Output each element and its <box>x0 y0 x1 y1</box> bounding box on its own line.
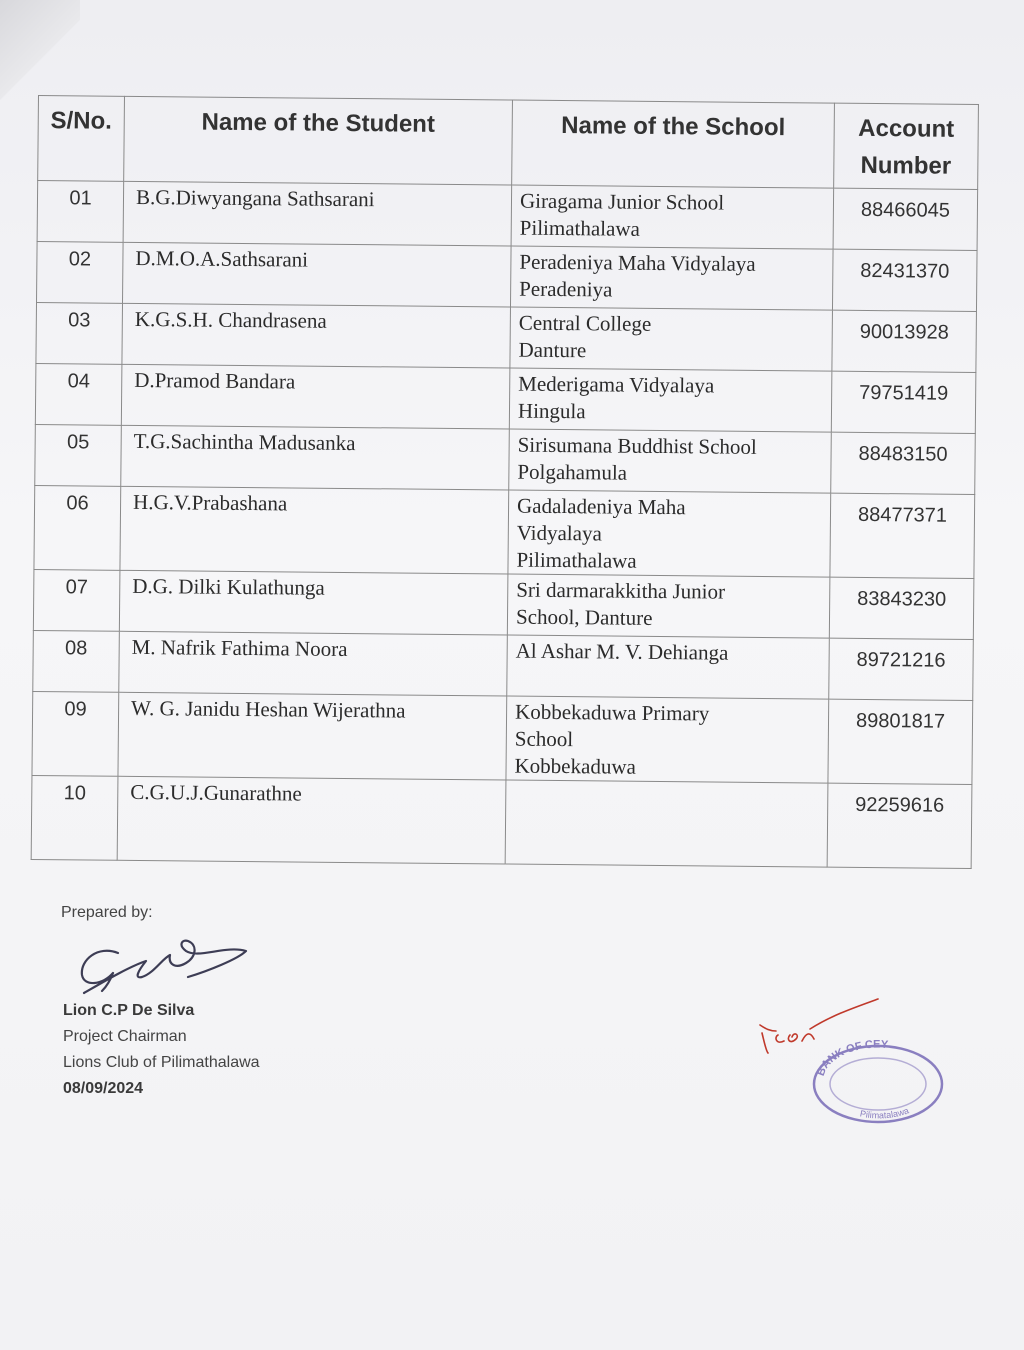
signer-role: Project Chairman <box>63 1028 187 1045</box>
signer-organization: Lions Club of Pilimathalawa <box>63 1054 260 1071</box>
cell-sno: 06 <box>34 485 121 570</box>
prepared-by-label: Prepared by: <box>61 904 153 921</box>
school-line: School <box>514 726 574 752</box>
school-line: Hingula <box>517 398 586 424</box>
cell-sno: 07 <box>33 569 120 631</box>
school-line: Peradeniya <box>519 276 613 302</box>
cell-account-number: 89801817 <box>828 699 973 784</box>
cell-student-name: B.G.Diwyangana Sathsarani <box>123 181 512 246</box>
cell-school-name <box>509 429 832 493</box>
cell-account-number: 83843230 <box>829 577 974 639</box>
school-line: Sirisumana Buddhist School <box>517 432 757 459</box>
cell-school-name <box>505 780 828 867</box>
table-body <box>31 181 977 869</box>
table-row <box>34 485 975 578</box>
school-line: Vidyalaya <box>516 520 602 546</box>
school-line: Peradeniya Maha Vidyalaya <box>519 249 756 276</box>
cell-student-name: C.G.U.J.Gunarathne <box>117 776 506 864</box>
school-line: School, Danture <box>515 604 653 630</box>
table-row <box>37 181 978 251</box>
cell-sno: 03 <box>36 302 123 364</box>
table-row <box>35 363 976 433</box>
cell-school-name <box>510 246 833 310</box>
cell-sno: 05 <box>35 424 122 486</box>
signer-name: Lion C.P De Silva <box>63 1002 195 1019</box>
cell-student-name: M. Nafrik Fathima Noora <box>119 631 508 696</box>
school-line: Al Ashar M. V. Dehianga <box>515 638 729 665</box>
cell-school-name <box>507 574 830 638</box>
signed-date: 08/09/2024 <box>63 1080 144 1097</box>
school-line: Sri darmarakkitha Junior <box>516 577 726 604</box>
cell-student-name: D.Pramod Bandara <box>121 364 510 429</box>
table-row <box>33 569 974 639</box>
signer-block <box>63 998 260 1102</box>
cell-student-name: T.G.Sachintha Madusanka <box>121 425 510 490</box>
cell-account-number: 92259616 <box>827 783 972 868</box>
school-line: Polgahamula <box>517 459 628 485</box>
table-header-row <box>38 96 979 190</box>
school-line: Central College <box>518 310 652 336</box>
school-line: Kobbekaduwa <box>514 753 636 779</box>
stamp-text-bottom: Pilimatalawa <box>859 1105 911 1121</box>
header-sno: S/No. <box>38 96 125 182</box>
cell-school-name <box>508 490 831 577</box>
cell-account-number: 82431370 <box>832 249 977 311</box>
bank-stamp <box>808 1040 948 1130</box>
cell-account-number: 88477371 <box>830 493 975 578</box>
cell-account-number: 90013928 <box>832 310 977 372</box>
cell-account-number: 88483150 <box>831 432 976 494</box>
cell-school-name <box>507 635 830 699</box>
school-line: Kobbekaduwa Primary <box>514 699 710 726</box>
cell-school-name <box>510 307 833 371</box>
table-row <box>31 775 972 868</box>
cell-student-name: K.G.S.H. Chandrasena <box>122 303 511 368</box>
header-account-number <box>834 103 979 189</box>
cell-account-number: 89721216 <box>829 638 974 700</box>
school-line: Pilimathalawa <box>519 215 640 241</box>
table-row <box>35 424 976 494</box>
school-line: Pilimathalawa <box>516 547 637 573</box>
school-line: Gadaladeniya Maha <box>516 493 686 520</box>
cell-sno: 01 <box>37 181 124 243</box>
cell-sno: 02 <box>37 241 124 303</box>
cell-student-name: D.M.O.A.Sathsarani <box>123 242 512 307</box>
cell-school-name <box>511 185 834 249</box>
school-line: Mederigama Vidyalaya <box>518 371 715 398</box>
handwritten-signature <box>58 915 258 1000</box>
cell-school-name <box>509 368 832 432</box>
table-row <box>37 241 978 311</box>
page-fold-shadow <box>0 0 80 100</box>
cell-student-name: H.G.V.Prabashana <box>120 486 509 574</box>
cell-school-name <box>506 696 829 783</box>
cell-sno: 04 <box>35 363 122 425</box>
header-account-number-label: Account Number <box>858 114 955 180</box>
cell-sno: 08 <box>33 630 120 692</box>
student-accounts-table <box>31 95 979 869</box>
school-line: Danture <box>518 337 587 363</box>
header-school-name: Name of the School <box>512 100 835 188</box>
cell-student-name: W. G. Janidu Heshan Wijerathna <box>118 692 507 780</box>
table-row <box>33 630 974 700</box>
stamp-text-top: BANK OF CEY <box>814 1040 889 1078</box>
svg-text:BANK OF CEY <box>815 1040 889 1078</box>
cell-account-number: 79751419 <box>831 371 976 433</box>
cell-student-name: D.G. Dilki Kulathunga <box>119 570 508 635</box>
school-line: Giragama Junior School <box>519 188 725 215</box>
table-row <box>36 302 977 372</box>
table-row <box>32 691 973 784</box>
cell-account-number: 88466045 <box>833 188 978 250</box>
header-student-name: Name of the Student <box>124 96 513 185</box>
cell-sno: 10 <box>31 775 118 860</box>
cell-sno: 09 <box>32 691 119 776</box>
